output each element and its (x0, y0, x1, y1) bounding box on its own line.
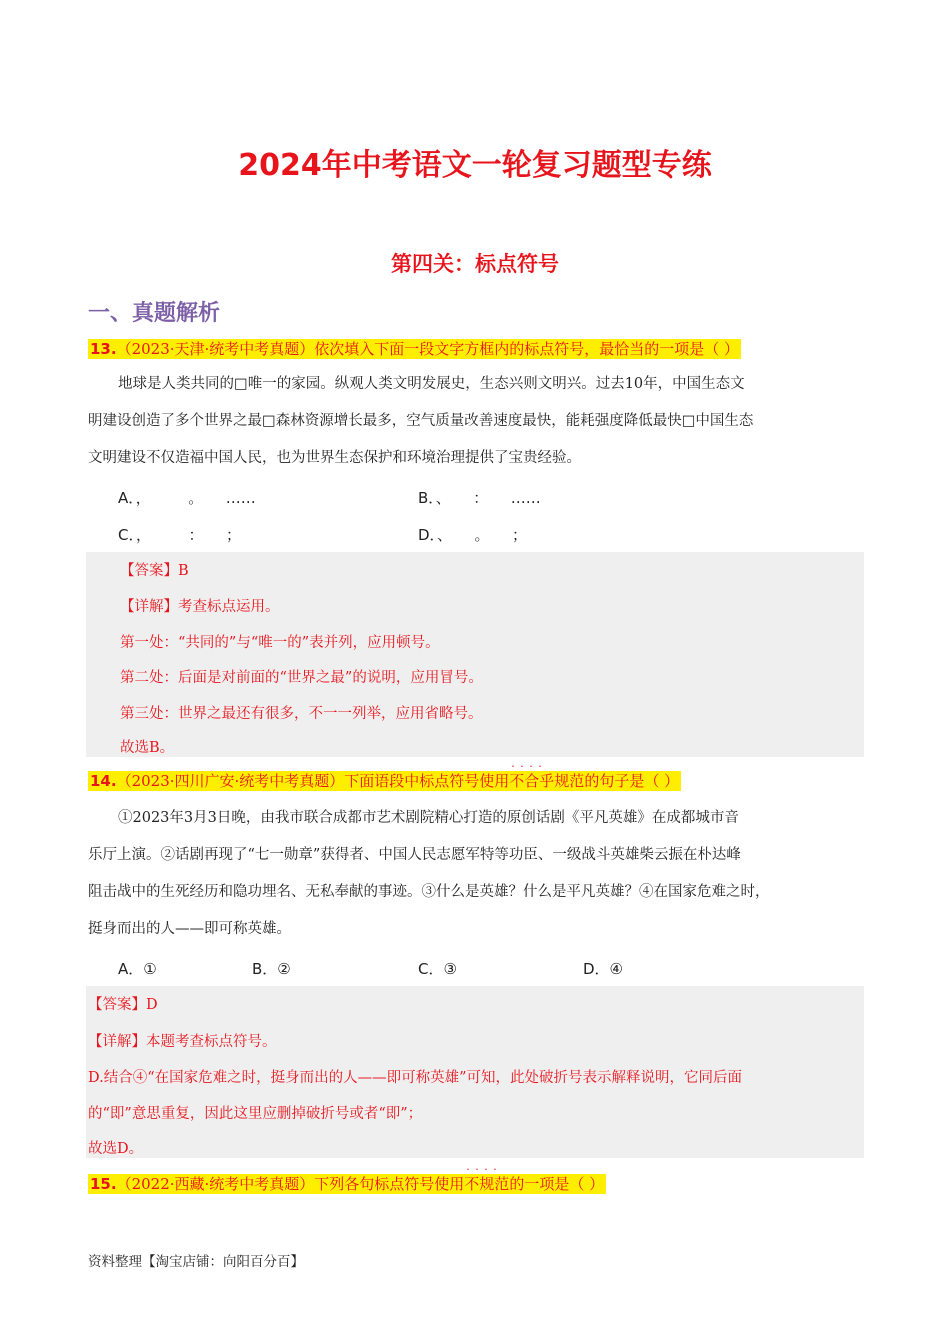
passage-line: 明建设创造了多个世界之最□森林资源增长最多，空气质量改善速度最快，能耗强度降低最快□中国生态 (88, 413, 754, 429)
answer-13: 【答案】B (120, 563, 189, 579)
option-c: C．③ (418, 960, 457, 978)
question-13-passage (88, 366, 863, 477)
question-13-header (88, 338, 741, 359)
question-13-number: 13. (90, 340, 117, 358)
explanation-line: 的“即”意思重复，因此这里应删掉破折号或者“即”； (88, 1106, 423, 1122)
question-15-number: 15. (90, 1175, 117, 1193)
option-a: A．， 。 …… (118, 489, 256, 507)
page-footer: 资料整理【淘宝店铺：向阳百分百】 (88, 1254, 304, 1270)
question-15-emphasis: · · · · 不规范 (464, 1175, 509, 1193)
question-14-number: 14. (90, 772, 117, 790)
detail-14: 【详解】本题考查标点符号。 (88, 1034, 277, 1050)
option-a: A．① (118, 960, 157, 978)
conclusion-14: 故选D。 (88, 1141, 144, 1157)
passage-line: 挺身而出的人——即可称英雄。 (88, 921, 291, 937)
document-title: 2024年中考语文一轮复习题型专练 (238, 148, 712, 183)
option-d: D．④ (583, 960, 623, 978)
question-15-source: （2022·西藏·统考中考真题）下列各句标点符号使用 (116, 1175, 465, 1193)
passage-line: 阻击战中的生死经历和隐功埋名、无私奉献的事迹。③什么是英雄？什么是平凡英雄？④在国家危难之时， (88, 884, 770, 900)
answer-14: 【答案】D (88, 997, 158, 1013)
explanation-line: 第三处：世界之最还有很多，不一一列举，应用省略号。 (120, 706, 483, 722)
option-c: C．， ： ； (118, 526, 241, 544)
question-14-passage (88, 800, 863, 948)
passage-line: 乐厅上演。②话剧再现了“七一勋章”获得者、中国人民志愿军特等功臣、一级战斗英雄柴云振在朴达峰 (88, 847, 741, 863)
question-14-emphasis: · · · · 不合乎规范 (509, 772, 584, 790)
passage-line: 文明建设不仅造福中国人民，也为世界生态保护和环境治理提供了宝贵经验。 (88, 450, 581, 466)
question-15-header (88, 1173, 606, 1194)
explanation-line: D.结合④“在国家危难之时，挺身而出的人——即可称英雄”可知，此处破折号表示解释说明，它同后面 (88, 1070, 743, 1086)
answer-box-13 (86, 552, 864, 757)
passage-line: 地球是人类共同的□唯一的家园。纵观人类文明发展史，生态兴则文明兴。过去10年，中国生态文 (118, 376, 745, 392)
option-b: B．、 ： …… (418, 489, 541, 507)
section-heading: 一、真题解析 (88, 301, 221, 326)
option-d: D．、 。 ； (418, 526, 528, 544)
passage-line: ①2023年3月3日晚，由我市联合成都市艺术剧院精心打造的原创话剧《平凡英雄》在成都城市音 (118, 810, 739, 826)
explanation-line: 第一处：“共同的”与“唯一的”表并列，应用顿号。 (120, 635, 440, 651)
document-subtitle: 第四关：标点符号 (391, 252, 559, 276)
question-13-source: （2023·天津·统考中考真题）依次填入下面一段文字方框内的标点符号，最恰当的一项是（ ） (116, 340, 740, 358)
explanation-line: 第二处：后面是对前面的“世界之最”的说明，应用冒号。 (120, 670, 483, 686)
question-15-source-end: 的一项是（ ） (509, 1175, 605, 1193)
detail-13: 【详解】考查标点运用。 (120, 599, 280, 615)
question-14-header (88, 770, 681, 791)
question-14-source-end: 的句子是（ ） (584, 772, 680, 790)
conclusion-13: 故选B。 (120, 740, 175, 756)
question-14-source: （2023·四川广安·统考中考真题）下面语段中标点符号使用 (116, 772, 510, 790)
option-b: B．② (252, 960, 291, 978)
